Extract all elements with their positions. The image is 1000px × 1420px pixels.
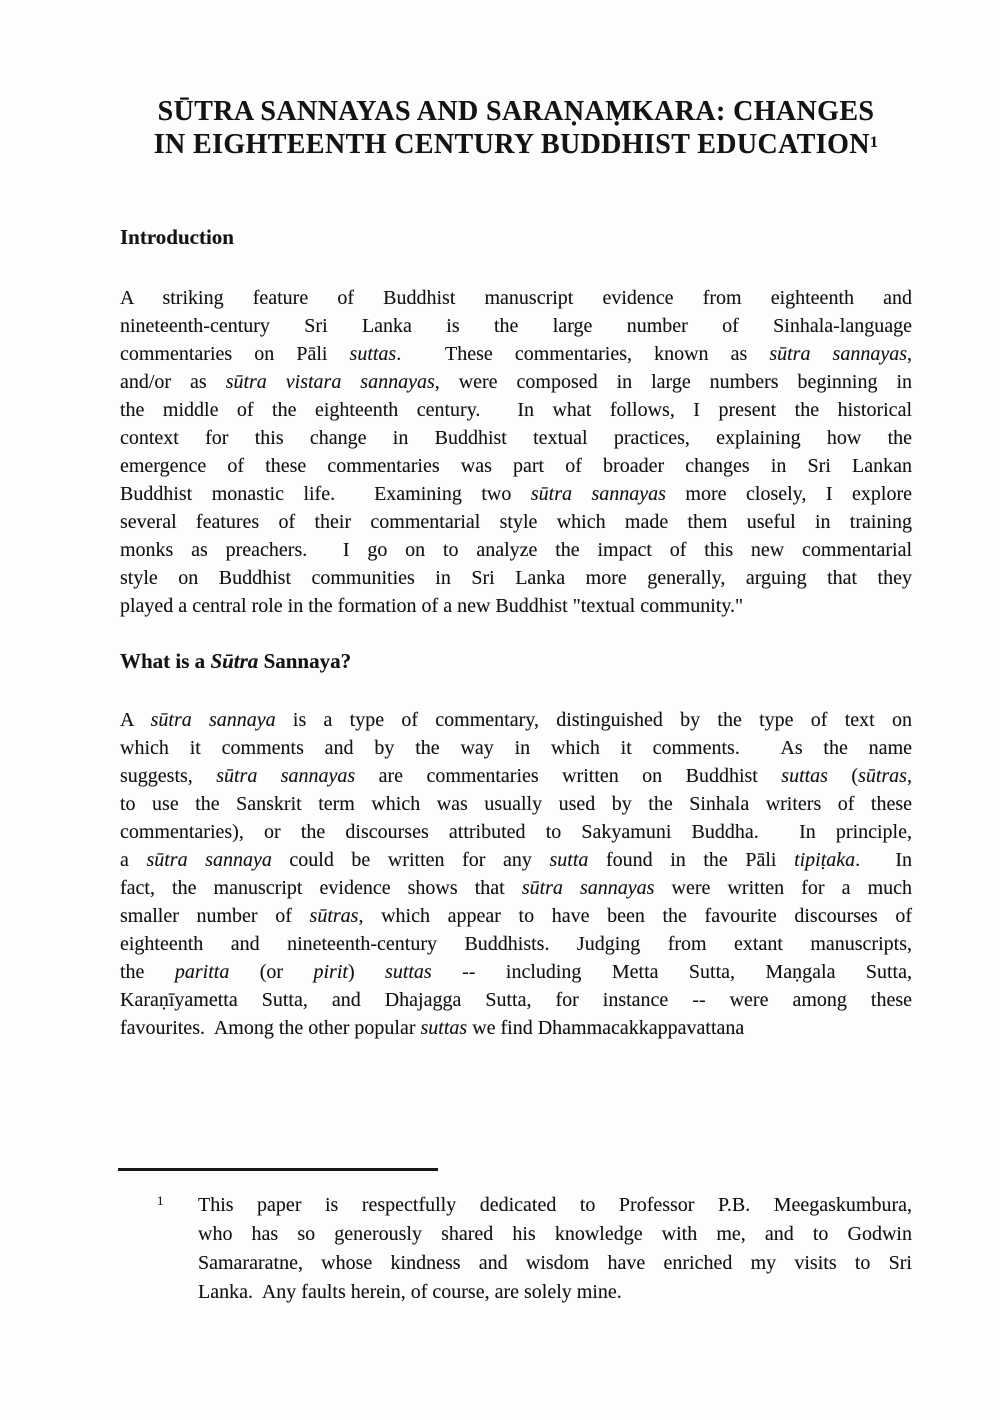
text-line <box>120 734 912 762</box>
text-line <box>120 958 912 986</box>
text-line <box>120 762 912 790</box>
text-line <box>120 396 912 424</box>
text-line <box>120 340 912 368</box>
text-run: we find Dhammacakkappavattana <box>467 1017 745 1039</box>
text-run: were written for a much <box>654 877 912 899</box>
text-run: to use the Sanskrit term which was usually used by the Sinhala writers of these <box>120 793 912 815</box>
text-run: ) <box>347 961 386 983</box>
italic-text-run: pirit <box>313 961 348 983</box>
italic-text-run: suttas <box>420 1017 468 1039</box>
text-run: A <box>120 709 151 731</box>
footnote-rule <box>118 1168 438 1171</box>
text-run: found in the Pāli <box>588 849 795 871</box>
text-run: Samararatne, whose kindness and wisdom have enriched my visits to Sri <box>198 1252 912 1274</box>
title-footnote-ref: 1 <box>869 134 879 151</box>
italic-text-run: sūtra sannayas <box>216 765 356 787</box>
text-run: and/or as <box>120 371 226 393</box>
italic-text-run: sūtra vistara sannayas <box>225 371 435 393</box>
text-run: . In <box>855 849 912 871</box>
text-run: which it comments and by the way in which it comments. As the name <box>120 737 912 759</box>
text-line <box>120 790 912 818</box>
text-run: the <box>120 961 175 983</box>
footnote <box>120 1191 912 1307</box>
page-content <box>120 0 912 1307</box>
text-run: smaller number of <box>120 905 310 927</box>
text-run: A striking feature of Buddhist manuscript evidence from eighteenth and <box>120 287 912 309</box>
italic-text-run: sūtra sannayas <box>530 483 666 505</box>
text-line <box>120 592 912 620</box>
text-run: fact, the manuscript evidence shows that <box>120 877 522 899</box>
text-run: (or <box>229 961 314 983</box>
footnote-line <box>198 1278 912 1307</box>
section-heading <box>120 648 912 674</box>
text-run: style on Buddhist communities in Sri Lanka more generally, arguing that they <box>120 567 912 589</box>
text-line <box>120 706 912 734</box>
sections <box>120 224 912 1042</box>
text-run: Karaṇīyametta Sutta, and Dhajagga Sutta, for instance -- were among these <box>120 989 912 1011</box>
text-run: , <box>907 343 912 365</box>
text-line <box>120 284 912 312</box>
text-run: monks as preachers. I go on to analyze the impact of this new commentarial <box>120 539 912 561</box>
italic-text-run: sūtra sannayas <box>521 877 655 899</box>
footnote-line <box>198 1191 912 1220</box>
italic-text-run: sūtra sannaya <box>150 709 276 731</box>
paragraph <box>120 706 912 1042</box>
italic-text-run: sūtras <box>309 905 359 927</box>
italic-text-run: paritta <box>174 961 230 983</box>
text-run: more closely, I explore <box>665 483 913 505</box>
text-line <box>120 818 912 846</box>
text-run: a <box>120 849 147 871</box>
text-run: commentaries on Pāli <box>120 343 350 365</box>
text-run: Buddhist monastic life. Examining two <box>120 483 531 505</box>
paper-title-line1: SŪTRA SANNAYAS AND SARAṆAṂKARA: CHANGES <box>157 96 875 127</box>
footnote-marker: 1 <box>157 1193 164 1208</box>
text-run: This paper is respectfully dedicated to Professor P.B. Meegaskumbura, <box>198 1194 912 1216</box>
text-line <box>120 930 912 958</box>
text-line <box>120 874 912 902</box>
paper-title-line2 <box>120 127 912 160</box>
footnote-line <box>198 1249 912 1278</box>
text-run: could be written for any <box>271 849 550 871</box>
section <box>120 224 912 620</box>
text-run: emergence of these commentaries was part of broader changes in Sri Lankan <box>120 455 912 477</box>
text-line <box>120 902 912 930</box>
italic-text-run: suttas <box>781 765 828 787</box>
text-run: , <box>906 765 912 787</box>
text-run: -- including Metta Sutta, Maṇgala Sutta, <box>431 961 912 983</box>
italic-text-run: sūtra sannayas <box>769 343 907 365</box>
text-line <box>120 424 912 452</box>
text-run: the middle of the eighteenth century. In what follows, I present the historical <box>120 399 912 421</box>
text-run: , which appear to have been the favourite discourses of <box>358 905 912 927</box>
text-line <box>120 846 912 874</box>
text-run: favourites. Among the other popular <box>120 1017 421 1039</box>
text-run: eighteenth and nineteenth-century Buddhists. Judging from extant manuscripts, <box>120 933 912 955</box>
italic-text-run: suttas <box>385 961 432 983</box>
section-heading <box>120 224 912 250</box>
text-line <box>120 536 912 564</box>
text-run: played a central role in the formation of a new Buddhist "textual community." <box>120 595 744 617</box>
text-run: Introduction <box>120 225 234 249</box>
italic-text-run: sutta <box>549 849 589 871</box>
text-run: Lanka. Any faults herein, of course, are solely mine. <box>198 1281 622 1303</box>
text-line <box>120 986 912 1014</box>
footnote-text <box>198 1191 912 1307</box>
section <box>120 648 912 1042</box>
text-line <box>120 1014 912 1042</box>
text-run: suggests, <box>120 765 217 787</box>
text-line <box>120 312 912 340</box>
italic-text-run: suttas <box>349 343 397 365</box>
text-run: who has so generously shared his knowledge with me, and to Godwin <box>198 1223 912 1245</box>
paper-title <box>120 96 912 160</box>
italic-text-run: sūtra sannaya <box>146 849 272 871</box>
text-line <box>120 564 912 592</box>
text-line <box>120 508 912 536</box>
paper-title-line2-text: IN EIGHTEENTH CENTURY BUDDHIST EDUCATION <box>153 129 870 160</box>
text-run: commentaries), or the discourses attributed to Sakyamuni Buddha. In principle, <box>120 821 912 843</box>
text-line <box>120 452 912 480</box>
italic-text-run: sūtras <box>858 765 907 787</box>
text-run: , were composed in large numbers beginning in <box>434 371 912 393</box>
text-run: ( <box>827 765 859 787</box>
text-line <box>120 368 912 396</box>
text-run: is a type of commentary, distinguished by the type of text on <box>275 709 912 731</box>
text-run: are commentaries written on Buddhist <box>355 765 782 787</box>
italic-text-run: Sūtra <box>210 649 259 673</box>
footnote-line <box>198 1220 912 1249</box>
text-run: Sannaya? <box>258 649 352 673</box>
text-run: several features of their commentarial style which made them useful in training <box>120 511 912 533</box>
text-run: . These commentaries, known as <box>396 343 770 365</box>
text-run: nineteenth-century Sri Lanka is the large number of Sinhala-language <box>120 315 912 337</box>
text-run: context for this change in Buddhist textual practices, explaining how the <box>120 427 912 449</box>
text-line <box>120 480 912 508</box>
italic-text-run: tipiṭaka <box>794 849 856 871</box>
text-run: What is a <box>120 649 211 673</box>
paragraph <box>120 284 912 620</box>
